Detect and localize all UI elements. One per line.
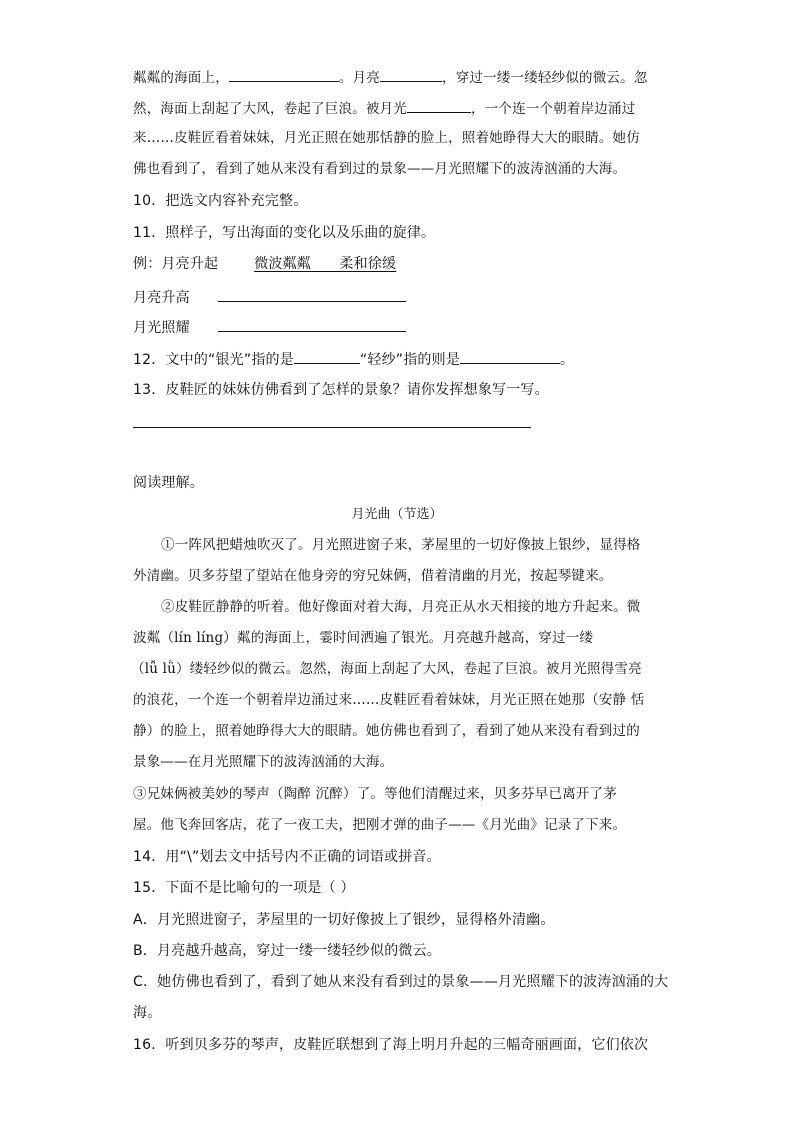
row-moon-shine: 月光照耀	[133, 317, 406, 337]
passage-title: 月光曲（节选）	[351, 507, 443, 522]
passage-p2-line-4: 的浪花，一个连一个朝着岸边涌过来……皮鞋匠看着妹妹，月光正照在她那（安静 恬	[133, 692, 645, 708]
question-10: 10．把选文内容补充完整。	[133, 193, 308, 209]
moon-rise-answer-line[interactable]	[218, 287, 406, 302]
section-title: 阅读理解。	[133, 475, 204, 491]
question-16: 16．听到贝多芬的琴声，皮鞋匠联想到了海上明月升起的三幅奇丽画面，它们依次	[133, 1037, 649, 1053]
passage-p1-line-1: ①一阵风把蜡烛吹灭了。月光照进窗子来，茅屋里的一切好像披上银纱，显得格	[161, 537, 641, 553]
option-b[interactable]: B．月亮越升越高，穿过一缕一缕轻纱似的微云。	[133, 943, 442, 959]
question-14: 14．用“\”划去文中括号内不正确的词语或拼音。	[133, 849, 441, 865]
passage-p2-line-3: （lǚ lǜ）缕轻纱似的微云。忽然，海面上刮起了大风，卷起了巨浪。被月光照得雪亮	[131, 661, 642, 677]
passage-top-line-1: 粼粼的海面上， 。月亮 ，穿过一缕一缕轻纱似的微云。忽	[133, 67, 648, 87]
question-15: 15．下面不是比喻句的一项是（ ）	[133, 880, 355, 896]
option-a[interactable]: A．月光照进窗子，茅屋里的一切好像披上了银纱，显得格外清幽。	[133, 912, 555, 928]
passage-p2-line-1: ②皮鞋匠静静的听着。他好像面对着大海，月亮正从水天相接的地方升起来。微	[161, 599, 641, 615]
moon-shine-answer-line[interactable]	[218, 317, 406, 332]
row-moon-rise: 月亮升高	[133, 287, 406, 307]
light-gauze-blank[interactable]	[460, 349, 560, 364]
passage-top-line-2: 然，海面上刮起了大风，卷起了巨浪。被月光 ，一个连一个朝着岸边涌过	[133, 98, 635, 118]
option-c-line-1[interactable]: C．她仿佛也看到了，看到了她从来没有看到过的景象——月光照耀下的波涛汹涌的大	[133, 974, 669, 990]
question-13: 13．皮鞋匠的妹妹仿佛看到了怎样的景象？请你发挥想象写一写。	[133, 382, 549, 398]
question-13-answer-line[interactable]	[133, 427, 531, 428]
example-row: 例：月亮升起 微波粼粼 柔和徐缓	[133, 256, 397, 272]
blank-2[interactable]	[380, 67, 442, 82]
passage-top-line-4: 佛也看到了，看到了她从来没有看到过的景象——月光照耀下的波涛汹涌的大海。	[133, 161, 627, 177]
passage-p2-line-2: 波粼（lín líng）粼的海面上，霎时间洒遍了银光。月亮越升越高，穿过一缕	[133, 630, 594, 646]
passage-p1-line-2: 外清幽。贝多芬望了望站在他身旁的穷兄妹俩，借着清幽的月光，按起琴键来。	[133, 568, 613, 584]
question-12: 12．文中的“银光”指的是 “轻纱”指的则是 。	[133, 349, 574, 369]
silver-light-blank[interactable]	[294, 349, 360, 364]
question-11: 11．照样子，写出海面的变化以及乐曲的旋律。	[133, 225, 436, 241]
passage-top-line-3: 来……皮鞋匠看着妹妹，月光正照在她那恬静的脸上，照着她睁得大大的眼睛。她仿	[133, 130, 640, 146]
blank-3[interactable]	[407, 98, 471, 113]
passage-p3-line-1: ③兄妹俩被美妙的琴声（陶醉 沉醉）了。等他们清醒过来，贝多芬早已离开了茅	[133, 786, 617, 802]
option-c-line-2[interactable]: 海。	[133, 1005, 162, 1021]
passage-p2-line-5: 静）的脸上，照着她睁得大大的眼睛。她仿佛也看到了，看到了她从来没有看到过的	[133, 723, 640, 739]
blank-1[interactable]	[229, 67, 339, 82]
passage-p2-line-6: 景象——在月光照耀下的波涛汹涌的大海。	[133, 754, 394, 770]
passage-p3-line-2: 屋。他飞奔回客店，花了一夜工夫，把刚才弹的曲子——《月光曲》记录了下来。	[133, 817, 627, 833]
